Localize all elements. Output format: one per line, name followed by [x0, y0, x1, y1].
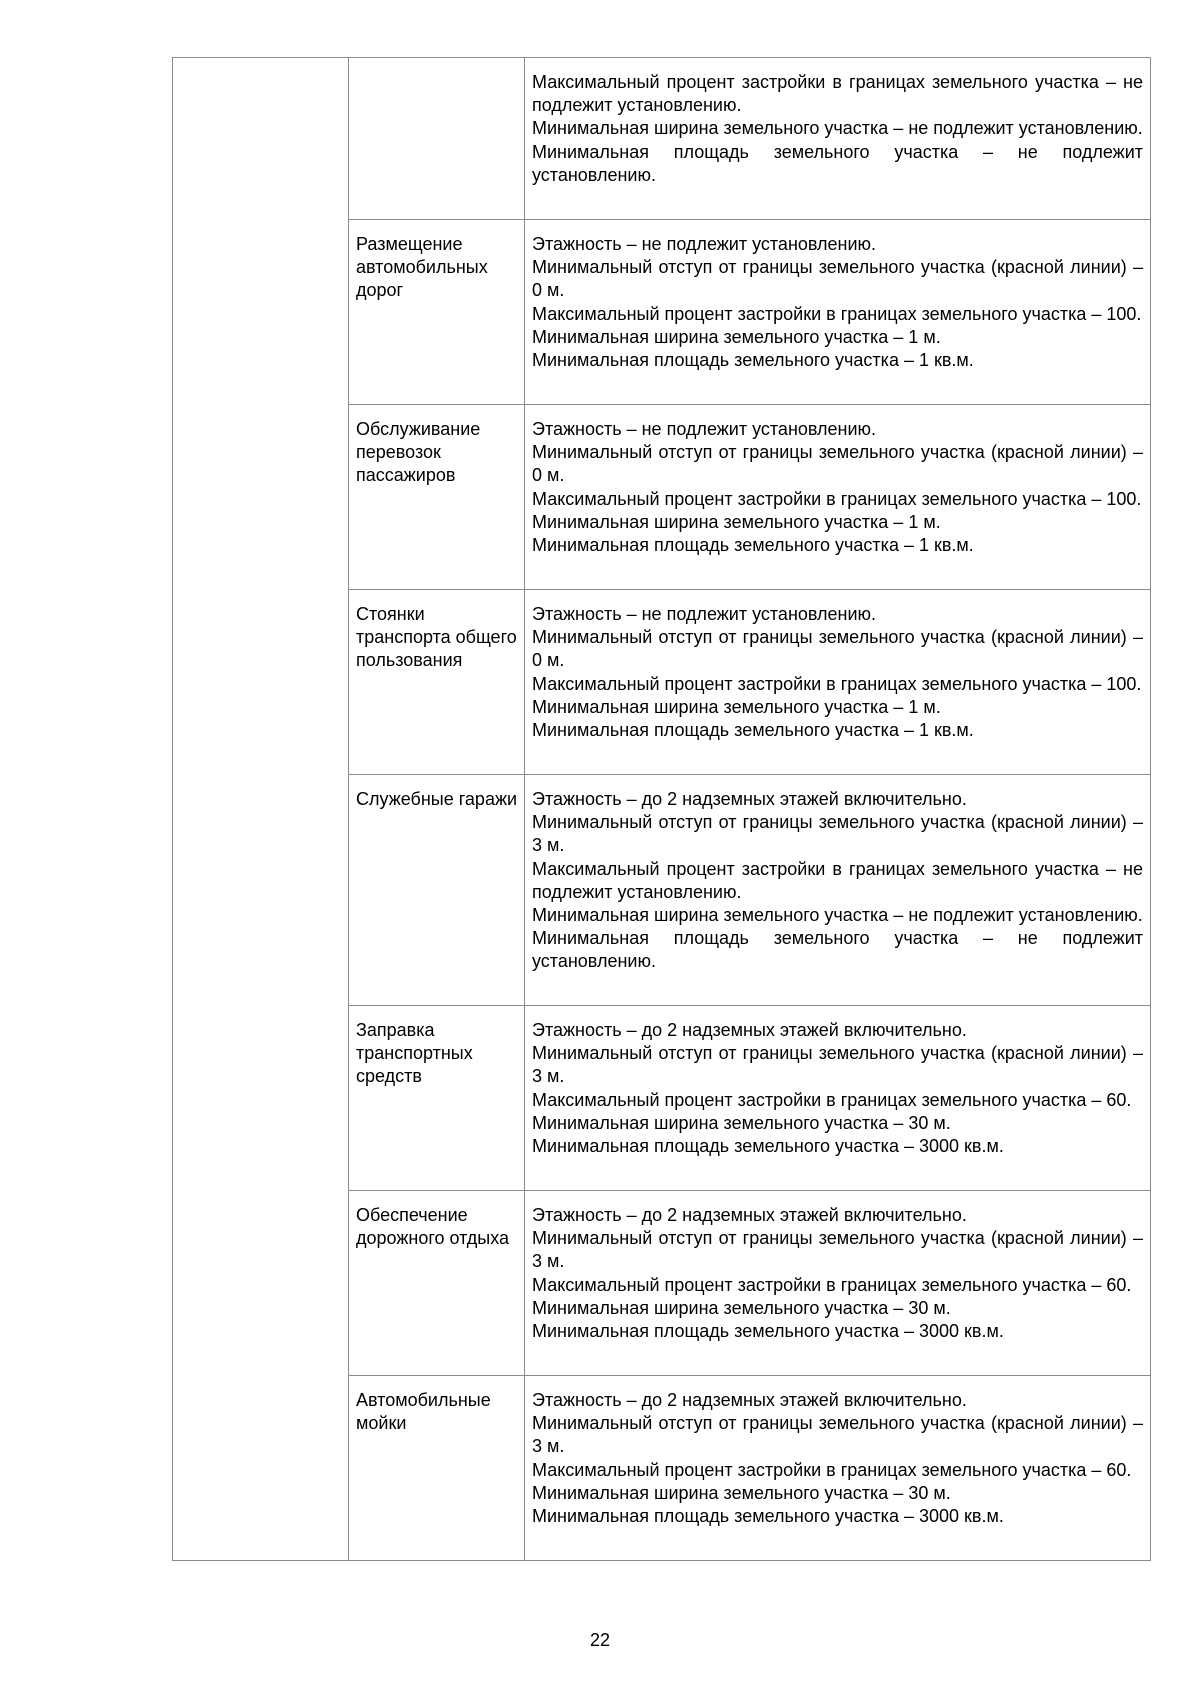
- parameter-line: Минимальная ширина земельного участка – не подлежит установлению.: [532, 118, 1143, 139]
- land-use-name-cell: [349, 1191, 525, 1376]
- land-use-name: Размещение автомобильных дорог: [356, 234, 488, 301]
- parameter-line: Минимальный отступ от границы земельного участка (красной линии) – 0 м.: [532, 257, 1143, 301]
- parameter-line: Этажность – не подлежит установлению.: [532, 604, 877, 624]
- parameter-line: Минимальная площадь земельного участка – не подлежит установлению.: [532, 928, 1143, 972]
- parameter-line: Максимальный процент застройки в границах земельного участка – 60.: [532, 1089, 1132, 1110]
- parameter-line: Минимальная ширина земельного участка – 30 м.: [532, 1482, 951, 1503]
- parameter-line: Максимальный процент застройки в границах земельного участка – 100.: [532, 303, 1142, 324]
- land-use-name: Обеспечение дорожного отдыха: [356, 1205, 510, 1249]
- parameter-line: Минимальная ширина земельного участка – 1 м.: [532, 696, 941, 717]
- parameter-line: Минимальный отступ от границы земельного участка (красной линии) – 3 м.: [532, 1413, 1143, 1457]
- page-number: 22: [589, 1630, 611, 1650]
- parameters-cell: [525, 405, 1151, 590]
- parameters-list: [525, 775, 1150, 978]
- parameter-line: Этажность – до 2 надземных этажей включительно.: [532, 789, 967, 809]
- parameters-list: [525, 590, 1150, 746]
- parameter-line: Минимальная площадь земельного участка – не подлежит установлению.: [532, 141, 1143, 185]
- parameters-cell: [525, 590, 1151, 775]
- parameter-line: Этажность – не подлежит установлению.: [532, 234, 877, 254]
- parameter-line: Минимальная площадь земельного участка – 3000 кв.м.: [532, 1136, 1004, 1157]
- parameter-line: Максимальный процент застройки в границах земельного участка – 60.: [532, 1274, 1132, 1295]
- parameter-line: Минимальный отступ от границы земельного участка (красной линии) – 3 м.: [532, 1043, 1143, 1087]
- land-use-name: Обслуживание перевозок пассажиров: [356, 419, 481, 486]
- parameter-line: Минимальный отступ от границы земельного участка (красной линии) – 3 м.: [532, 1228, 1143, 1272]
- parameter-line: Этажность – до 2 надземных этажей включительно.: [532, 1205, 967, 1225]
- parameter-line: Минимальная площадь земельного участка – 3000 кв.м.: [532, 1506, 1004, 1527]
- parameters-list: [525, 58, 1150, 191]
- parameter-line: Минимальная площадь земельного участка – 1 кв.м.: [532, 350, 974, 371]
- parameter-line: Минимальная ширина земельного участка – 30 м.: [532, 1297, 951, 1318]
- parameters-list: [525, 220, 1150, 376]
- land-use-name: Служебные гаражи: [356, 789, 518, 809]
- parameter-line: Максимальный процент застройки в границах земельного участка – не подлежит установлению.: [532, 72, 1143, 116]
- parameter-line: Максимальный процент застройки в границах земельного участка – 100.: [532, 673, 1142, 694]
- table-row: [173, 58, 1151, 220]
- parameter-line: Минимальная ширина земельного участка – 30 м.: [532, 1112, 951, 1133]
- parameter-line: Этажность – до 2 надземных этажей включительно.: [532, 1020, 967, 1040]
- parameter-line: Минимальный отступ от границы земельного участка (красной линии) – 3 м.: [532, 812, 1143, 856]
- parameters-list: [525, 1191, 1150, 1347]
- parameters-list: [525, 1006, 1150, 1162]
- parameter-line: Минимальная ширина земельного участка – 1 м.: [532, 326, 941, 347]
- parameter-line: Минимальная ширина земельного участка – 1 м.: [532, 511, 941, 532]
- parameters-list: [525, 405, 1150, 561]
- land-use-name: [349, 58, 524, 75]
- parameter-line: Минимальная ширина земельного участка – не подлежит установлению.: [532, 905, 1143, 926]
- parameter-line: Этажность – не подлежит установлению.: [532, 419, 877, 439]
- parameters-cell: [525, 775, 1151, 1006]
- parameter-line: Этажность – до 2 надземных этажей включительно.: [532, 1390, 967, 1410]
- zone-column-cell: [173, 58, 349, 1561]
- parameters-list: [525, 1376, 1150, 1532]
- land-use-name-cell: [349, 590, 525, 775]
- parameter-line: Минимальная площадь земельного участка – 1 кв.м.: [532, 535, 974, 556]
- table-body: [173, 58, 1151, 1561]
- regulations-table: [172, 57, 1151, 1561]
- parameter-line: Максимальный процент застройки в границах земельного участка – 60.: [532, 1459, 1132, 1480]
- parameter-line: Минимальный отступ от границы земельного участка (красной линии) – 0 м.: [532, 627, 1143, 671]
- land-use-name-cell: [349, 405, 525, 590]
- land-use-name-cell: [349, 1376, 525, 1561]
- parameters-cell: [525, 1376, 1151, 1561]
- parameter-line: Минимальная площадь земельного участка – 1 кв.м.: [532, 720, 974, 741]
- land-use-name-cell: [349, 775, 525, 1006]
- land-use-name: Заправка транспортных средств: [356, 1020, 473, 1087]
- land-use-name-cell: [349, 1006, 525, 1191]
- parameter-line: Минимальная площадь земельного участка – 3000 кв.м.: [532, 1321, 1004, 1342]
- land-use-name-cell: [349, 220, 525, 405]
- land-use-name: Стоянки транспорта общего пользования: [356, 604, 517, 671]
- parameter-line: Максимальный процент застройки в границах земельного участка – не подлежит установлению.: [532, 858, 1143, 902]
- parameters-cell: [525, 220, 1151, 405]
- parameter-line: Минимальный отступ от границы земельного участка (красной линии) – 0 м.: [532, 442, 1143, 486]
- parameters-cell: [525, 1191, 1151, 1376]
- land-use-name: Автомобильные мойки: [356, 1390, 491, 1434]
- parameters-cell: [525, 1006, 1151, 1191]
- parameter-line: Максимальный процент застройки в границах земельного участка – 100.: [532, 488, 1142, 509]
- land-use-name-cell: [349, 58, 525, 220]
- parameters-cell: [525, 58, 1151, 220]
